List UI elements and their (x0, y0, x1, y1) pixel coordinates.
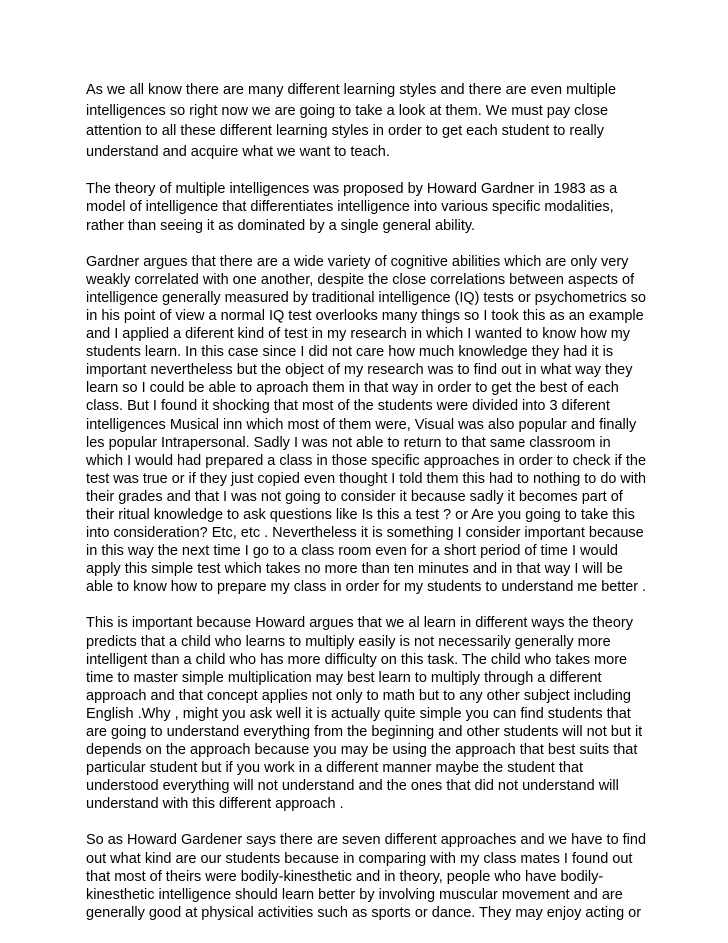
text-line: rather than seeing it as dominated by a single general ability. (86, 217, 476, 234)
paragraph (86, 253, 646, 597)
text-line: able to know how to prepare my class in order for my students to understand me better . (86, 579, 647, 596)
paragraph-gap (86, 813, 646, 831)
text-line: into consideration? Etc, etc . Nevertheless it is something I consider important because (86, 525, 644, 542)
text-line: particular student but if you work in a different manner maybe the student that (86, 760, 584, 777)
text-line: approach and that concept applies not only to math but to any other subject including (86, 687, 631, 704)
paragraph (86, 614, 646, 813)
text-line: understood everything will not understand and the ones that did not understand will (86, 778, 619, 795)
text-line: attention to all these different learning styles in order to get each student to really (86, 123, 605, 140)
text-line: important nevertheless but the object of my research was to find out in what way they (86, 362, 633, 379)
text-line: depends on the approach because you may be using the approach that best suits that (86, 742, 638, 759)
text-line: intelligent than a child who has more difficulty on this task. The child who takes more (86, 651, 628, 668)
text-line: This is important because Howard argues that we al learn in different ways the theory (86, 615, 633, 632)
paragraph-gap (86, 162, 646, 180)
text-line: students learn. In this case since I did not care how much knowledge they had it is (86, 344, 614, 361)
text-line: time to master simple multiplication may best learn to multiply through a different (86, 669, 602, 686)
text-line: understand with this different approach . (86, 796, 344, 813)
text-line: kinesthetic intelligence should learn better by involving muscular movement and are (86, 886, 623, 903)
text-line: understand and acquire what we want to teach. (86, 143, 390, 160)
text-line: in his point of view a normal IQ test overlooks many things so I took this as an example (86, 307, 644, 324)
text-line: and I applied a diferent kind of test in my research in which I wanted to know how my (86, 326, 631, 343)
text-line: As we all know there are many different learning styles and there are even multiple (86, 82, 617, 98)
text-line: So as Howard Gardener says there are seven different approaches and we have to find (86, 832, 647, 849)
text-line: that most of theirs were bodily-kinesthetic and in theory, people who have bodily- (86, 868, 604, 885)
text-line: test was true or if they just copied even thought I told them this had to nothing to do with (86, 470, 646, 487)
text-line: generally good at physical activities such as sports or dance. They may enjoy acting or (86, 904, 642, 921)
document-body (86, 80, 646, 922)
text-line: intelligences so right now we are going to take a look at them. We must pay close (86, 102, 609, 119)
text-line: which I would had prepared a class in those specific approaches in order to check if the (86, 452, 647, 469)
paragraph (86, 80, 646, 162)
paragraph (86, 180, 646, 234)
text-line: their ritual knowledge to ask questions like Is this a test ? or Are you going to take this (86, 506, 635, 523)
text-line: The theory of multiple intelligences was proposed by Howard Gardner in 1983 as a (86, 181, 618, 198)
text-line: apply this simple test which takes no more than ten minutes and in that way I will be (86, 561, 623, 578)
paragraph-gap (86, 235, 646, 253)
text-line: les popular Intrapersonal. Sadly I was not able to return to that same classroom in (86, 434, 611, 451)
text-line: predicts that a child who learns to multiply easily is not necessarily generally more (86, 633, 611, 650)
paragraph (86, 831, 646, 921)
text-line: their grades and that I was not going to consider it because sadly it becomes part of (86, 488, 623, 505)
text-line: intelligence generally measured by traditional intelligence (IQ) tests or psychometrics so (86, 289, 646, 306)
text-line: Gardner argues that there are a wide variety of cognitive abilities which are only very (86, 253, 629, 270)
text-line: learn so I could be able to aproach them in that way in order to get the best of each (86, 380, 619, 397)
text-line: out what kind are our students because in comparing with my class mates I found out (86, 850, 633, 867)
text-line: in this way the next time I go to a class room even for a short period of time I would (86, 543, 618, 560)
paragraph-gap (86, 596, 646, 614)
text-line: model of intelligence that differentiates intelligence into various specific modalities, (86, 199, 614, 216)
text-line: intelligences Musical inn which most of them were, Visual was also popular and finally (86, 416, 637, 433)
text-line: English .Why , might you ask well it is actually quite simple you can find students that (86, 705, 631, 722)
text-line: weakly correlated with one another, despite the close correlations between aspects of (86, 271, 635, 288)
text-line: class. But I found it shocking that most of the students were divided into 3 diferent (86, 398, 610, 415)
text-line: are going to understand everything from the beginning and other students will not but it (86, 724, 643, 740)
